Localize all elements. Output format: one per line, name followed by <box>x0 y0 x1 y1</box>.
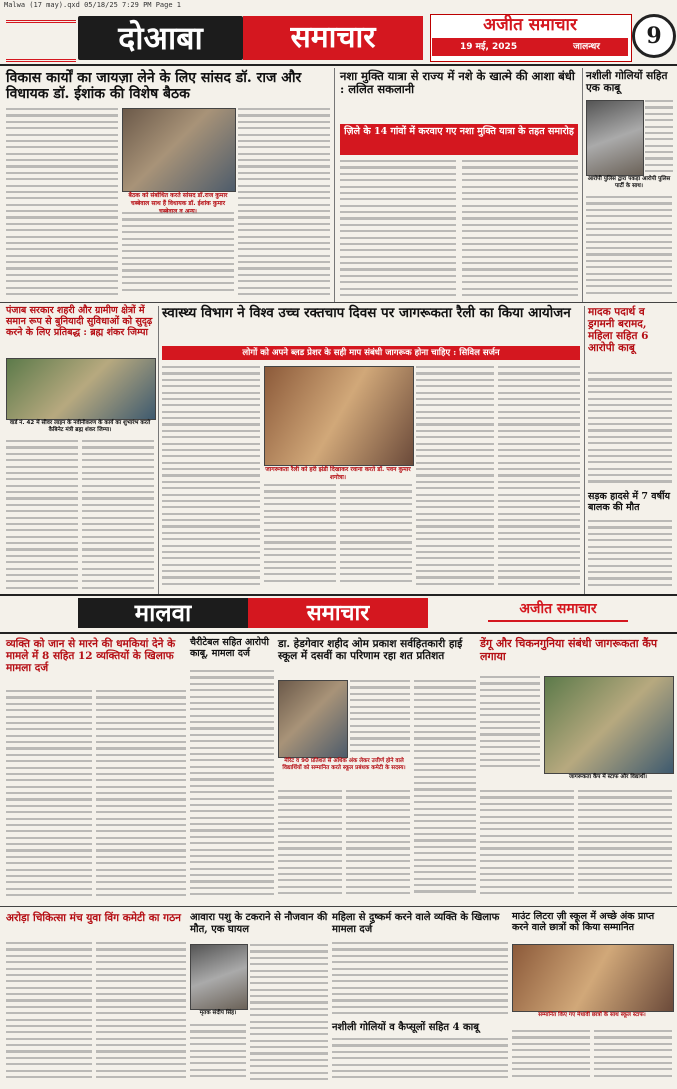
article-b6-body <box>250 944 328 1084</box>
article-b9-body <box>512 1030 590 1084</box>
article-b4-caption: जागरूकता कैंप में स्टाफ और विद्यार्थी। <box>568 774 648 780</box>
article-a5-body <box>162 366 260 590</box>
article-b4-body-3 <box>578 790 672 902</box>
article-a5-caption: जागरूकता रैली को हरी झंडी दिखाकर रवाना करते डॉ. पवन कुमार शगोत्रा। <box>265 466 411 481</box>
article-a3-body-2 <box>586 196 672 298</box>
article-b9-body-2 <box>594 1030 672 1084</box>
dateline <box>432 38 628 56</box>
article-a4-headline: पंजाब सरकार शहरी और ग्रामीण क्षेत्रों में समान रूप से बुनियादी सुविधाओं को सुदृढ़ करने के लिए प्रतिबद्ध : ब्रह्म शंकर जिम्पा <box>6 305 153 338</box>
article-b4-body-2 <box>480 790 574 902</box>
article-b6-photo <box>190 944 248 1010</box>
article-b3-body-2 <box>278 790 342 902</box>
article-a1-body <box>6 108 118 298</box>
section-rule <box>0 302 677 303</box>
article-a1-photo <box>122 108 236 192</box>
article-b2-body <box>190 670 274 902</box>
article-a3-caption: आरोपी पुलिस द्वारा पकड़ा आरोपी पुलिस पार्टी के साथ। <box>587 176 671 189</box>
article-b8-body <box>332 1038 508 1084</box>
article-a5-body-5 <box>498 366 580 590</box>
column-divider <box>334 68 335 302</box>
article-a5-headline: स्वास्थ्य विभाग ने विश्व उच्च रक्तचाप दिवस पर जागरूकता रैली का किया आयोजन <box>162 305 571 321</box>
article-b8-headline: नशीली गोलियों व कैप्सूलों सहित 4 काबू <box>332 1022 479 1033</box>
article-b9-caption: सम्मानित किए गए मेधावी छात्रों के साथ स्कूल स्टाफ। <box>538 1012 646 1018</box>
article-a4-body-2 <box>82 440 154 590</box>
article-a3-headline: नशीली गोलियों सहित एक काबू <box>586 70 668 95</box>
article-a1-body-3 <box>238 108 330 298</box>
article-b7-body <box>332 942 508 1020</box>
article-b5-body <box>6 942 92 1084</box>
article-b1-body <box>6 690 92 902</box>
band-section-left: मालवा <box>78 598 248 628</box>
article-a5-body-3 <box>340 484 412 590</box>
article-b7-headline: महिला से दुष्कर्म करने वाले व्यक्ति के खिलाफ मामला दर्ज <box>332 912 500 935</box>
article-a4-photo <box>6 358 156 420</box>
article-b4-headline: डेंगू और चिकनगुनिया संबंधी जागरूकता कैंप लगाया <box>480 637 658 663</box>
article-a4-caption: वार्ड नं. 42 में सीवर लाइन के नवीनीकरण के कार्य का शुभारंभ करते कैबिनेट मंत्री ब्रह्म शंकर जिम्पा। <box>9 420 151 433</box>
article-a1-caption: बैठक को संबोधित करते सांसद डॉ.राज कुमार चब्बेवाल साथ हैं विधायक डॉ. ईशांक कुमार <box>128 192 228 207</box>
article-a5-photo <box>264 366 414 466</box>
masthead-decoration <box>6 20 76 62</box>
article-b3-photo <box>278 680 348 758</box>
article-a7-headline: सड़क हादसे में 7 वर्षीय बालक की मौत <box>588 491 671 513</box>
masthead-rule <box>0 64 677 66</box>
article-b9-headline: माउंट लिटरा ज़ी स्कूल में अच्छे अंक प्राप्त करने वाले छात्रों को किया सम्मानित <box>512 911 655 933</box>
section-rule <box>0 906 677 907</box>
column-divider <box>582 68 583 302</box>
band-rule-top <box>0 594 677 596</box>
article-b3-headline: डा. हेडगेवार शहीद ओम प्रकाश सर्वहितकारी हाई स्कूल में दसवीं का परिणाम रहा शत प्रतिशत <box>278 638 463 663</box>
file-meta-line: Malwa (17 may).qxd 05/18/25 7:29 PM Page 1 <box>4 1 182 9</box>
article-b4-body <box>480 676 540 772</box>
article-a7-body <box>588 520 672 590</box>
article-b1-body-2 <box>96 690 186 902</box>
section-title-left: दोआबा <box>78 16 243 60</box>
article-a5-body-4 <box>416 366 494 590</box>
article-a6-body <box>588 372 672 488</box>
article-b9-photo <box>512 944 674 1012</box>
article-b2-headline: चैरीटेबल सहित आरोपी काबू, मामला दर्ज <box>190 637 269 659</box>
article-a3-body <box>645 100 673 174</box>
brand-name: अजीत समाचार <box>483 15 577 35</box>
article-b3-body-3 <box>346 790 410 902</box>
band-brand: अजीत समाचार <box>488 598 628 622</box>
article-a4-body <box>6 440 78 590</box>
article-b6-headline: आवारा पशु के टकराने से नौजवान की मौत, एक घायल <box>190 912 328 935</box>
column-divider <box>158 306 159 594</box>
article-a2-subhead: ज़िले के 14 गांवों में करवाए गए नशा मुक्ति यात्रा के तहत समारोह <box>340 124 578 155</box>
section-title-right: समाचार <box>243 16 423 60</box>
article-a5-subhead: लोगों को अपने ब्लड प्रेशर के सही माप संबंधी जागरूक होना चाहिए : सिविल सर्जन <box>162 346 580 360</box>
article-b6-caption: मृतक संदीप सिंह। <box>199 1010 237 1016</box>
issue-date: 19 मई, 2025 <box>460 42 518 52</box>
article-b3-body <box>350 680 410 756</box>
article-a1-headline: विकास कार्यों का जायज़ा लेने के लिए सांसद डॉ. राज और विधायक डॉ. ईशांक की विशेष बैठक <box>6 70 302 103</box>
article-a6-headline: मादक पदार्थ व ड्रगमनी बरामद, महिला सहित 6 आरोपी काबू <box>588 306 649 355</box>
article-a3-photo <box>586 100 644 176</box>
article-b3-caption: मेरिट व 90 प्रतिशत से अधिक अंक लेकर उत्तीर्ण होने वाले विद्यार्थियों को सम्मानित करते स्कूल प्रबंधक कमेटी के सदस्य। <box>282 758 406 771</box>
article-b4-photo <box>544 676 674 774</box>
band-section-right: समाचार <box>248 598 428 628</box>
article-a2-body <box>340 160 456 298</box>
article-b5-headline: अरोड़ा चिकित्सा मंच युवा विंग कमेटी का गठन <box>6 912 181 924</box>
article-a1-body-2 <box>122 212 234 298</box>
article-b3-body-4 <box>414 680 476 902</box>
issue-city: जालन्धर <box>573 42 600 52</box>
article-a2-body-2 <box>462 160 578 298</box>
page-number: 9 <box>632 14 676 58</box>
article-a2-headline: नशा मुक्ति यात्रा से राज्य में नशे के खात्मे की आशा बंधी : ललित सकलानी <box>340 69 575 97</box>
column-divider <box>584 306 585 594</box>
article-b6-body-2 <box>190 1024 246 1084</box>
article-a5-body-2 <box>264 484 336 590</box>
article-b1-headline: व्यक्ति को जान से मारने की धमकियां देने के मामले में 8 सहित 12 व्यक्तियों के खिलाफ मामला दर्ज <box>6 638 176 675</box>
article-b5-body-2 <box>96 942 186 1084</box>
band-rule-bottom <box>0 632 677 634</box>
